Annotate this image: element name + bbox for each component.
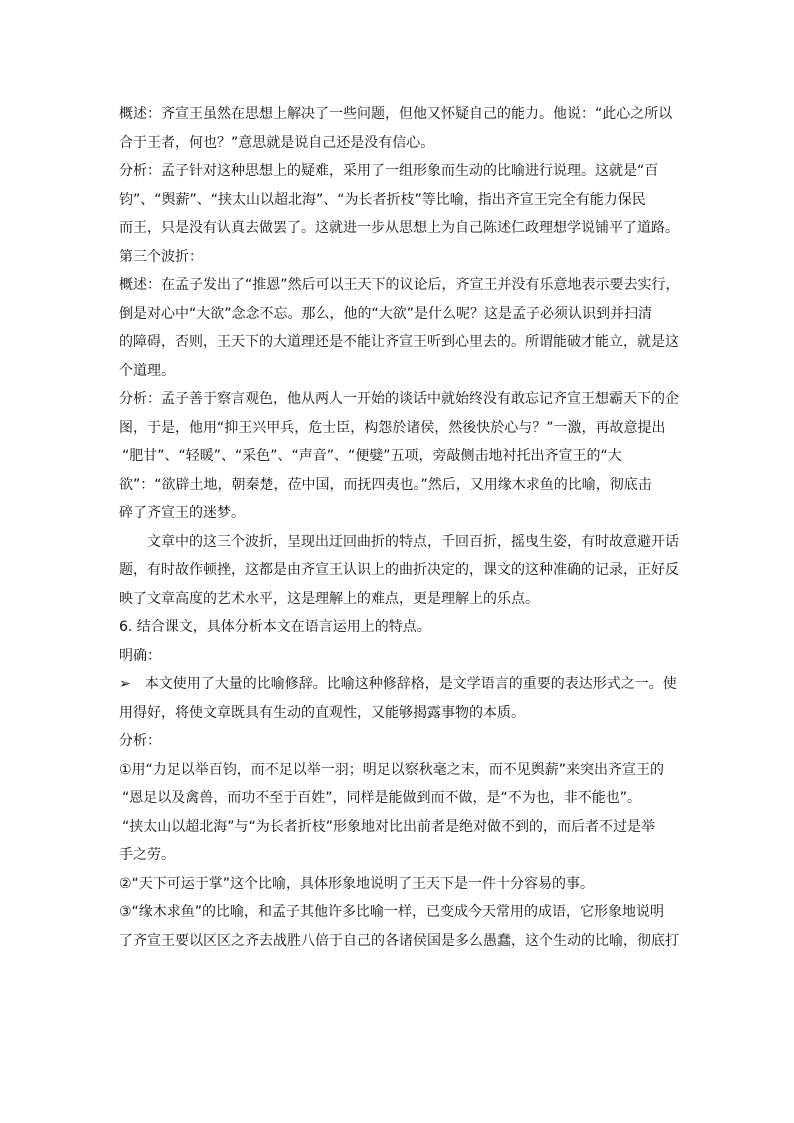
item-1-line-4: 手之劳。 [119,847,175,863]
conclusion-line-1: 文章中的这三个波折，呈现出迂回曲折的特点，千回百折，摇曳生姿，有时故意避开话 [147,533,679,550]
analysis-3-line-5: 碎了齐宣王的迷梦。 [119,505,245,521]
document-body [119,100,687,955]
summary-2-line-1: 概述：齐宣王虽然在思想上解决了一些问题，但他又怀疑自己的能力。他说：“此心之所以 [119,106,673,122]
conclusion-line-2: 题，有时故作顿挫，这都是由齐宣王认识上的曲折决定的，课文的这种准确的记录，正好反 [119,562,679,578]
summary-3-line-1: 概述：在孟子发出了“推恩”然后可以王天下的议论后，齐宣王并没有乐意地表示要去实行， [119,277,680,293]
summary-3-line-4: 个道理。 [119,362,175,379]
item-2: ②“天下可运于掌”这个比喻，具体形象地说明了王天下是一件十分容易的事。 [119,875,595,892]
bullet-point-line-2: 用得好，将使文章既具有生动的直观性，又能够揭露事物的本质。 [119,704,525,721]
item-3-line-1: ③“缘木求鱼”的比喻，和孟子其他许多比喻一样，已变成今天常用的成语，它形象地说明 [119,904,665,920]
item-1-line-1: ①用“力足以举百钧，而不足以举一羽；明足以察秋毫之末，而不见舆薪”来突出齐宣王的 [119,761,665,778]
analysis-2-line-3: 而王，只是没有认真去做罢了。这就进一步从思想上为自己陈述仁政理想学说铺平了道路。 [119,220,679,236]
conclusion-line-3: 映了文章高度的艺术水平，这是理解上的难点，更是理解上的乐点。 [119,590,539,607]
analysis-label: 分析： [119,733,161,749]
bullet-point-line-1: ➢ 本文使用了大量的比喻修辞。比喻这种修辞格，是文学语言的重要的表达形式之一。使 [119,676,677,692]
summary-3-line-3: 的障碍，否则，王天下的大道理还是不能让齐宣王听到心里去的。所谓能破才能立，就是这 [119,334,679,350]
analysis-3-line-2: 图，于是，他用“抑王兴甲兵，危士臣，构怨於诸侯，然後快於心与？”一激，再故意提出 [119,419,666,436]
section-heading-third-twist: 第三个波折： [119,248,203,265]
analysis-2-line-1: 分析：孟子针对这种思想上的疑难，采用了一组形象而生动的比喻进行说理。这就是“百 [119,163,659,179]
analysis-3-line-4: 欲”：“欲辟土地，朝秦楚，莅中国，而抚四夷也。”然后，又用缘木求鱼的比喻，彻底击 [119,476,652,493]
question-6: 6. 结合课文，具体分析本文在语言运用上的特点。 [119,619,431,635]
answer-label: 明确： [119,647,161,664]
analysis-2-line-2: 钧”、“舆薪”、“挟太山以超北海”、“为长者折枝”等比喻，指出齐宣王完全有能力保民 [119,191,646,208]
analysis-3-line-1: 分析：孟子善于察言观色，他从两人一开始的谈话中就始终没有敢忘记齐宣王想霸天下的企 [119,391,679,407]
analysis-3-line-3: “肥甘”、“轻暖”、“采色”、“声音”、“便嬖”五项，旁敲侧击地衬托出齐宣王的“大 [122,448,622,464]
summary-2-line-2: 合于王者，何也？”意思就是说自己还是没有信心。 [119,134,435,151]
item-1-line-3: “挟太山以超北海”与“为长者折枝”形象地对比出前者是绝对做不到的，而后者不过是举 [122,818,656,835]
item-1-line-2: “恩足以及禽兽，而功不至于百姓”，同样是能做到而不做，是“不为也，非不能也”。 [122,790,642,806]
item-3-line-2: 了齐宣王要以区区之齐去战胜八倍于自己的各诸侯国是多么愚蠢，这个生动的比喻，彻底打 [119,932,679,949]
summary-3-line-2: 倒是对心中“大欲”念念不忘。那么，他的“大欲”是什么呢？这是孟子必须认识到并扫清 [119,305,653,322]
